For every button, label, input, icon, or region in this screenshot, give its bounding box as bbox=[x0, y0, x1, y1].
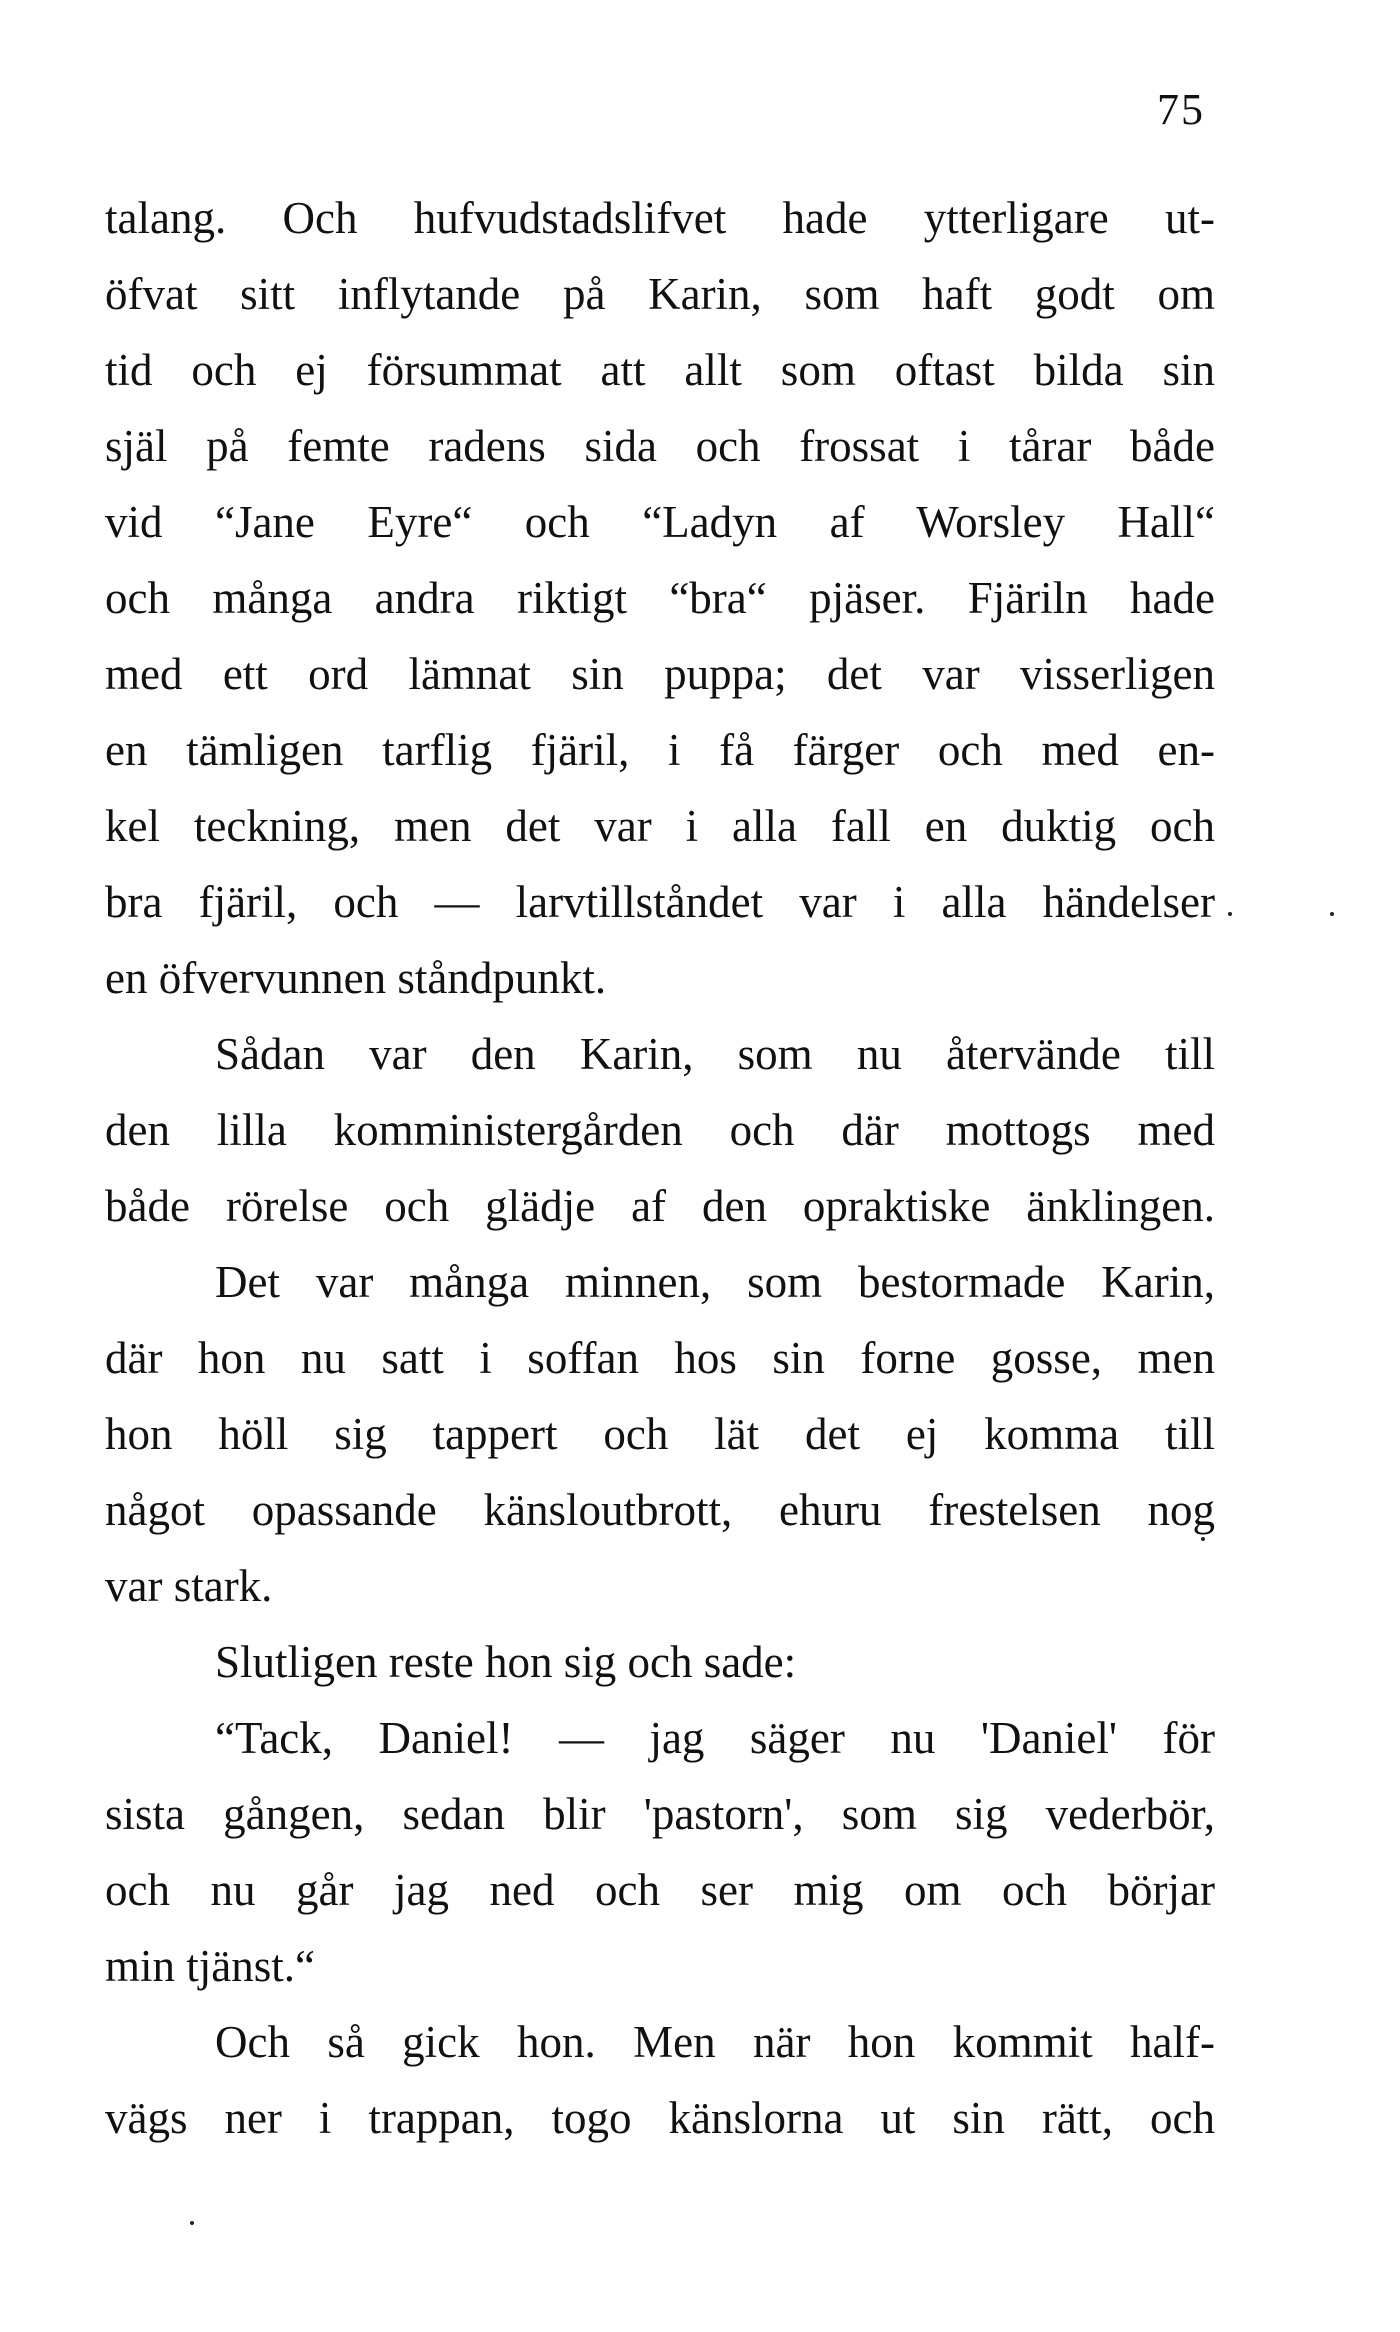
text-line: talang. Och hufvudstadslifvet hade ytterligare ut- bbox=[105, 193, 1215, 243]
text-line: och nu går jag ned och ser mig om och börjar bbox=[105, 1865, 1215, 1915]
ink-speck bbox=[190, 2221, 194, 2225]
text-line: kel teckning, men det var i alla fall en duktig och bbox=[105, 801, 1215, 851]
text-line: där hon nu satt i soffan hos sin forne gosse, men bbox=[105, 1333, 1215, 1383]
text-line: bra fjäril, och — larvtillståndet var i alla händelser bbox=[105, 877, 1215, 927]
text-line: en tämligen tarflig fjäril, i få färger och med en- bbox=[105, 725, 1215, 775]
text-line: och många andra riktigt “bra“ pjäser. Fjäriln hade bbox=[105, 573, 1215, 623]
text-line: Slutligen reste hon sig och sade: bbox=[215, 1637, 797, 1687]
text-line: öfvat sitt inflytande på Karin, som haft godt om bbox=[105, 269, 1215, 319]
ink-speck bbox=[1330, 912, 1334, 916]
text-line: både rörelse och glädje af den opraktiske änklingen. bbox=[105, 1181, 1215, 1231]
text-line: vid “Jane Eyre“ och “Ladyn af Worsley Hall“ bbox=[105, 497, 1215, 547]
text-line: Sådan var den Karin, som nu återvände till bbox=[215, 1029, 1215, 1079]
text-line: med ett ord lämnat sin puppa; det var visserligen bbox=[105, 649, 1215, 699]
text-line: “Tack, Daniel! — jag säger nu 'Daniel' för bbox=[215, 1713, 1215, 1763]
text-line: Och så gick hon. Men när hon kommit half- bbox=[215, 2017, 1215, 2067]
ink-speck bbox=[1228, 912, 1232, 916]
text-line: min tjänst.“ bbox=[105, 1941, 315, 1991]
text-line: var stark. bbox=[105, 1561, 273, 1611]
text-line: en öfvervunnen ståndpunkt. bbox=[105, 953, 607, 1003]
text-line: tid och ej försummat att allt som oftast bilda sin bbox=[105, 345, 1215, 395]
text-line: den lilla komministergården och där mottogs med bbox=[105, 1105, 1215, 1155]
text-line: Det var många minnen, som bestormade Karin, bbox=[215, 1257, 1215, 1307]
page-number: 75 bbox=[1157, 85, 1205, 134]
text-line: vägs ner i trappan, togo känslorna ut sin rätt, och bbox=[105, 2093, 1215, 2143]
text-line: själ på femte radens sida och frossat i tårar både bbox=[105, 421, 1215, 471]
text-line: sista gången, sedan blir 'pastorn', som sig vederbör, bbox=[105, 1789, 1215, 1839]
text-line: något opassande känsloutbrott, ehuru frestelsen nog bbox=[105, 1485, 1215, 1535]
ink-speck bbox=[1201, 1537, 1205, 1541]
text-line: hon höll sig tappert och lät det ej komma till bbox=[105, 1409, 1215, 1459]
